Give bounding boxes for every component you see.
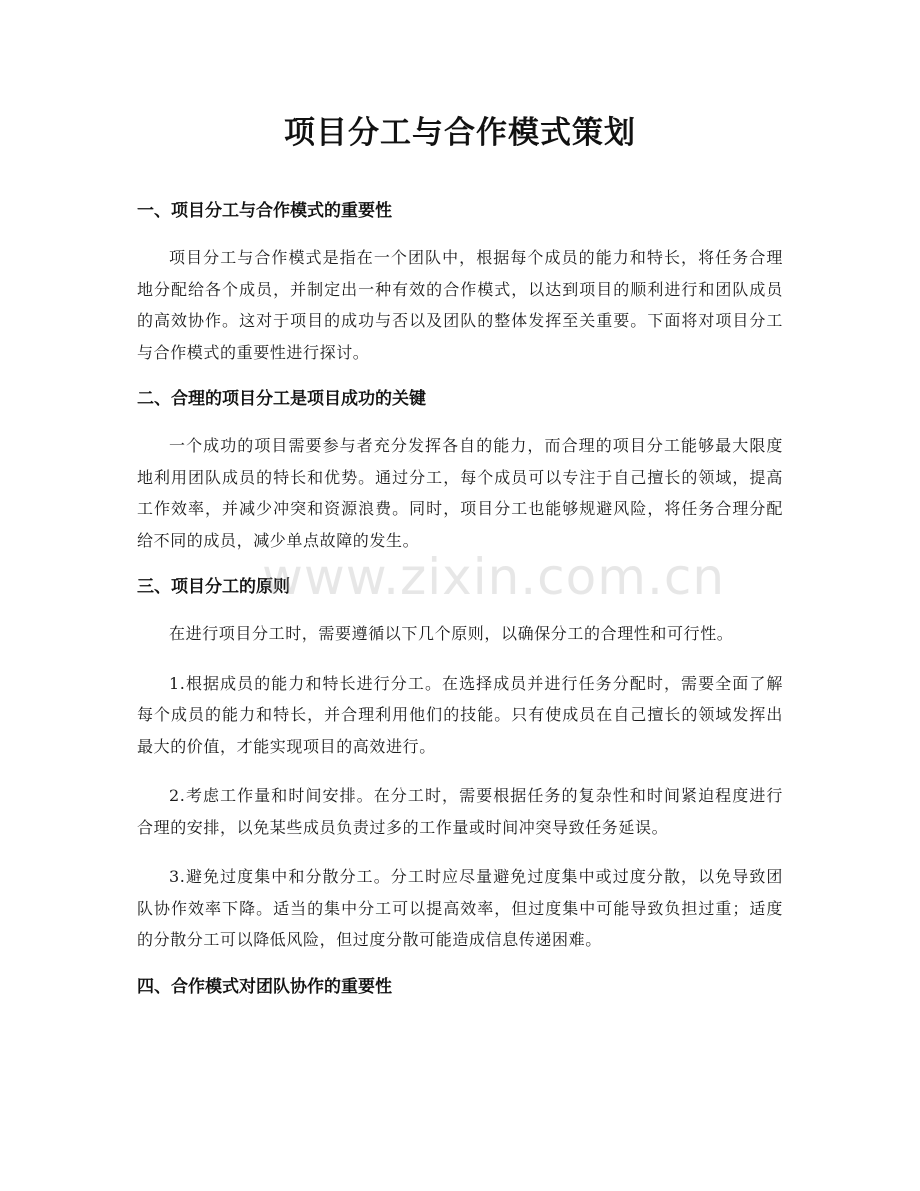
- section-importance: [137, 198, 783, 368]
- paragraph: 1.根据成员的能力和特长进行分工。在选择成员并进行任务分配时，需要全面了解每个成员的能力和特长，并合理利用他们的技能。只有使成员在自己擅长的领域发挥出最大的价值，才能实现项目的高效进行。: [137, 673, 783, 756]
- page-title: 项目分工与合作模式策划: [284, 115, 636, 151]
- section-cooperation-model: [137, 974, 783, 1000]
- section-heading: 一、项目分工与合作模式的重要性: [137, 201, 392, 221]
- watermark: www.zixin.com.cn: [262, 548, 726, 606]
- paragraph: 2.考虑工作量和时间安排。在分工时，需要根据任务的复杂性和时间紧迫程度进行合理的安排，以免某些成员负责过多的工作量或时间冲突导致任务延误。: [137, 786, 783, 837]
- paragraph: 在进行项目分工时，需要遵循以下几个原则，以确保分工的合理性和可行性。: [169, 624, 734, 643]
- section-heading: 四、合作模式对团队协作的重要性: [137, 976, 392, 997]
- paragraph: 3.避免过度集中和分散分工。分工时应尽量避免过度集中或过度分散，以免导致团队协作效率下降。适当的集中分工可以提高效率，但过度集中可能导致负担过重；适度的分散分工可以降低风险，但过度分散可能造成信息传递困难。: [137, 867, 783, 949]
- paragraph: 一个成功的项目需要参与者充分发挥各自的能力，而合理的项目分工能够最大限度地利用团队成员的特长和优势。通过分工，每个成员可以专注于自己擅长的领域，提高工作效率，并减少冲突和资源浪费。同时，项目分工也能够规避风险，将任务合理分配给不同的成员，减少单点故障的发生。: [137, 436, 783, 550]
- paragraph: 项目分工与合作模式是指在一个团队中，根据每个成员的能力和特长，将任务合理地分配给各个成员，并制定出一种有效的合作模式，以达到项目的顺利进行和团队成员的高效协作。这对于项目的成功与否以及团队的整体发挥至关重要。下面将对项目分工与合作模式的重要性进行探讨。: [137, 248, 783, 362]
- section-principles: [137, 574, 783, 956]
- section-heading: 三、项目分工的原则: [137, 577, 290, 597]
- section-heading: 二、合理的项目分工是项目成功的关键: [137, 389, 426, 409]
- section-reasonable-division: [137, 386, 783, 556]
